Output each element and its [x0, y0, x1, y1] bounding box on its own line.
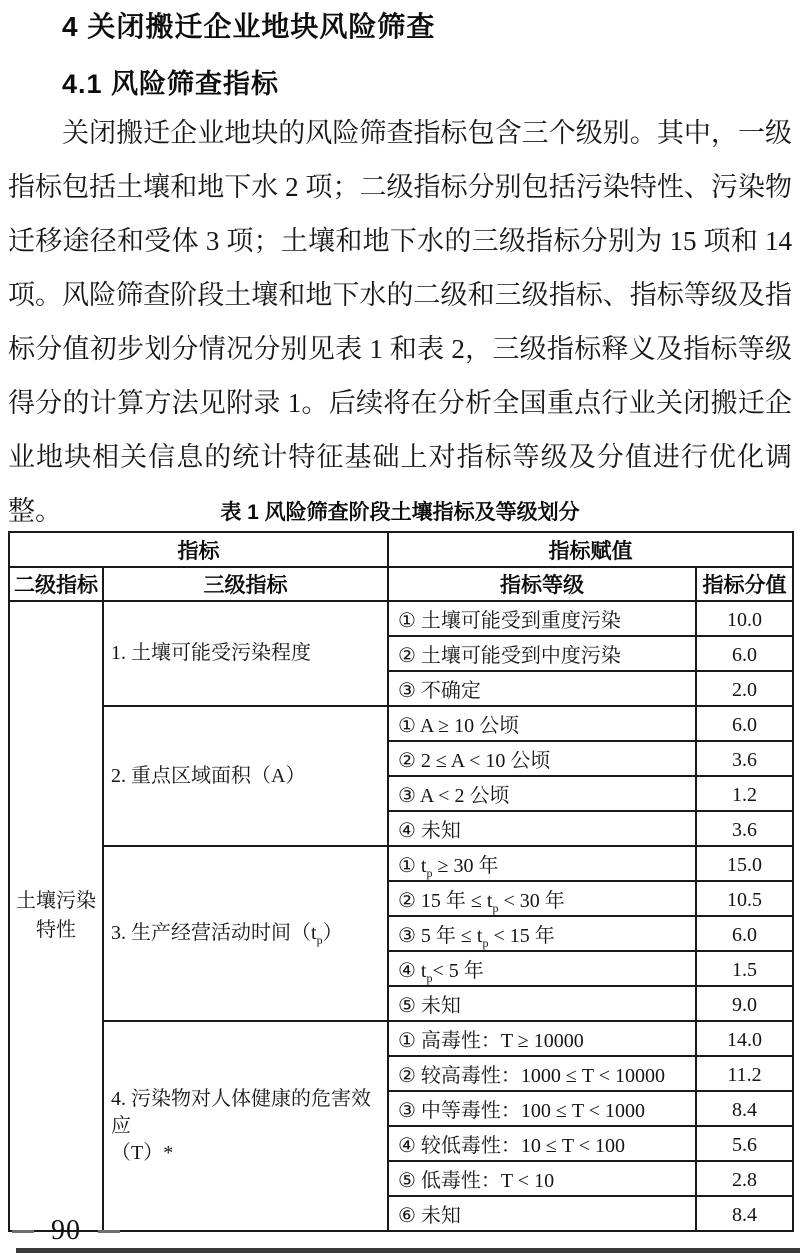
- level3-indicator-cell: 3. 生产经营活动时间$(t_p)$: [103, 846, 388, 1021]
- subsection-heading: 4.1 风险筛查指标: [62, 69, 280, 99]
- header-assignment: 指标赋值: [388, 532, 793, 567]
- level3-indicator-cell: 4. 污染物对人体健康的危害效应 （T）*: [103, 1021, 388, 1231]
- header-grade: 指标等级: [388, 567, 696, 601]
- scan-edge-artifact: [16, 1248, 800, 1253]
- table-row: [9, 846, 793, 881]
- score-cell: 14.0: [696, 1021, 793, 1056]
- score-cell: 10.5: [696, 881, 793, 916]
- grade-cell: ② 2 ≤ A < 10 公顷: [388, 741, 696, 776]
- grade-cell: ① A ≥ 10 公顷: [388, 706, 696, 741]
- grade-cell: ① 土壤可能受到重度污染: [388, 601, 696, 636]
- soil-indicator-table: [8, 531, 794, 1232]
- table-header-row-1: [9, 532, 793, 567]
- level3-indicator-cell: 1. 土壤可能受污染程度: [103, 601, 388, 706]
- grade-cell: ⑤ 未知: [388, 986, 696, 1021]
- table-row: [9, 706, 793, 741]
- page-number-dash-right: [98, 1230, 120, 1233]
- score-cell: 9.0: [696, 986, 793, 1021]
- grade-cell: ③ 中等毒性：100 ≤ T < 1000: [388, 1091, 696, 1126]
- score-cell: 5.6: [696, 1126, 793, 1161]
- score-cell: 8.4: [696, 1091, 793, 1126]
- grade-cell: ② 土壤可能受到中度污染: [388, 636, 696, 671]
- paragraph-2: 风险筛查阶段土壤和地下水的二级和三级指标、指标等级及指标分值初步划分情况分别见表 1 和表 2，三级指标释义及指标等级得分的计算方法见附录 1。后续将在分析全国重点行业关闭搬迁企业地块相关信息的统计特征基础上对指标等级及分值进行优化调整。: [8, 280, 792, 526]
- grade-cell: ① 高毒性：T ≥ 10000: [388, 1021, 696, 1056]
- score-cell: 6.0: [696, 636, 793, 671]
- level3-indicator-cell: 2. 重点区域面积（A）: [103, 706, 388, 846]
- grade-cell: ① $t_p \ge 30$ 年: [388, 846, 696, 881]
- table-header-row-2: [9, 567, 793, 601]
- grade-cell: ④ 较低毒性：10 ≤ T < 100: [388, 1126, 696, 1161]
- score-cell: 11.2: [696, 1056, 793, 1091]
- header-indicator: 指标: [9, 532, 388, 567]
- score-cell: 15.0: [696, 846, 793, 881]
- page-number-dash-left: [12, 1230, 34, 1233]
- score-cell: 8.4: [696, 1196, 793, 1231]
- grade-cell: ⑥ 未知: [388, 1196, 696, 1231]
- score-cell: 10.0: [696, 601, 793, 636]
- grade-cell: ④ $t_p< 5$ 年: [388, 951, 696, 986]
- header-score: 指标分值: [696, 567, 793, 601]
- header-level3: 三级指标: [103, 567, 388, 601]
- grade-cell: ④ 未知: [388, 811, 696, 846]
- paragraph-1: 关闭搬迁企业地块的风险筛查指标包含三个级别。其中，一级指标包括土壤和地下水 2 项；二级指标分别包括污染特性、污染物迁移途径和受体 3 项；土壤和地下水的三级指标分别为 15 项和 14 项。: [8, 118, 792, 310]
- grade-cell: ③ A < 2 公顷: [388, 776, 696, 811]
- grade-cell: ⑤ 低毒性：T < 10: [388, 1161, 696, 1196]
- section-heading: 4 关闭搬迁企业地块风险筛查: [62, 11, 436, 42]
- score-cell: 2.8: [696, 1161, 793, 1196]
- score-cell: 6.0: [696, 706, 793, 741]
- score-cell: 1.2: [696, 776, 793, 811]
- table-row: [9, 601, 793, 636]
- table-row: [9, 1021, 793, 1056]
- score-cell: 2.0: [696, 671, 793, 706]
- level2-indicator-cell: 土壤污染 特性: [9, 601, 103, 1231]
- grade-cell: ③ 5 年 ≤ $t_p < 15$ 年: [388, 916, 696, 951]
- page-number: 90: [51, 1215, 81, 1246]
- grade-cell: ② 15 年 ≤ $t_p < 30$ 年: [388, 881, 696, 916]
- score-cell: 6.0: [696, 916, 793, 951]
- score-cell: 1.5: [696, 951, 793, 986]
- page-footer: [12, 1213, 120, 1249]
- score-cell: 3.6: [696, 811, 793, 846]
- score-cell: 3.6: [696, 741, 793, 776]
- grade-cell: ③ 不确定: [388, 671, 696, 706]
- header-level2: 二级指标: [9, 567, 103, 601]
- table-caption: 表 1 风险筛查阶段土壤指标及等级划分: [220, 501, 580, 524]
- grade-cell: ② 较高毒性：1000 ≤ T < 10000: [388, 1056, 696, 1091]
